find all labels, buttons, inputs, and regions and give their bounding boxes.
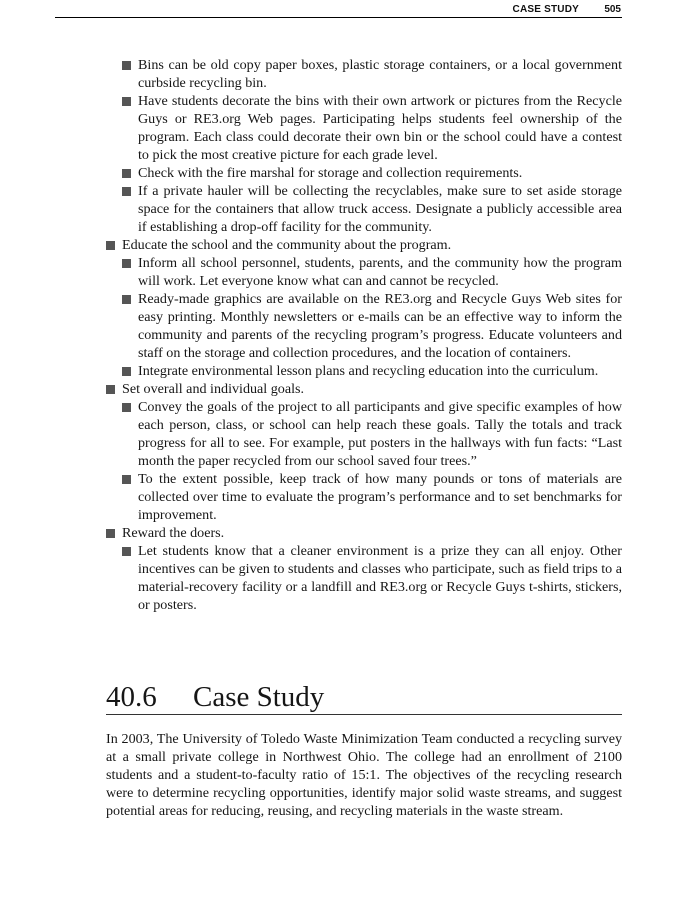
sub-list-item	[122, 362, 622, 380]
list-item-text: Reward the doers.	[122, 525, 225, 541]
square-bullet-icon	[122, 61, 131, 70]
square-bullet-icon	[122, 475, 131, 484]
square-bullet-icon	[122, 547, 131, 556]
sub-list-item	[122, 290, 622, 362]
page-number: 505	[604, 4, 621, 15]
square-bullet-icon	[122, 97, 131, 106]
list-item-text: Have students decorate the bins with their own artwork or pictures from the Recycle Guys or RE3.org Web pages. Participating helps students feel ownership of the program. Each class could decorate their own bin or the school could have a contest to pick the most creative picture for each grade level.	[138, 93, 622, 163]
list-item-text: Set overall and individual goals.	[122, 381, 305, 397]
list-item-text: Let students know that a cleaner environment is a prize they can all enjoy. Other incentives can be given to students and classes who participate, such as field trips to a material-recovery facility or a landfill and RE3.org or Recycle Guys t-shirts, stickers, or posters.	[138, 543, 622, 613]
sub-list-item	[122, 542, 622, 614]
list-item-text: If a private hauler will be collecting the recyclables, make sure to set aside storage space for the containers that allow truck access. Designate a publicly accessible area if establishing a drop-off facility for the community.	[138, 183, 622, 235]
square-bullet-icon	[122, 403, 131, 412]
list-item-text: Ready-made graphics are available on the RE3.org and Recycle Guys Web sites for easy printing. Monthly newsletters or e-mails can be an effective way to inform the community and parents of the recycling program’s progress. Educate volunteers and staff on the storage and collection procedures, and the location of containers.	[138, 291, 622, 361]
sub-list-item	[122, 164, 622, 182]
list-item-text: Integrate environmental lesson plans and recycling education into the curriculum.	[138, 363, 599, 379]
section-title: Case Study	[193, 681, 325, 713]
bullet-list	[106, 56, 622, 614]
sub-list-item	[122, 56, 622, 92]
list-item	[106, 380, 622, 398]
list-item-text: Inform all school personnel, students, parents, and the community how the program will work. Let everyone know what can and cannot be recycled.	[138, 255, 622, 289]
square-bullet-icon	[122, 187, 131, 196]
square-bullet-icon	[122, 367, 131, 376]
header-label: CASE STUDY	[512, 4, 579, 15]
square-bullet-icon	[122, 169, 131, 178]
sub-list-item	[122, 182, 622, 236]
square-bullet-icon	[106, 241, 115, 250]
section-heading	[106, 680, 622, 715]
list-item-text: Check with the fire marshal for storage and collection requirements.	[138, 165, 523, 181]
sub-list-item	[122, 92, 622, 164]
body-paragraph: In 2003, The University of Toledo Waste Minimization Team conducted a recycling survey at a small private college in Northwest Ohio. The college had an enrollment of 2100 students and a student-to-faculty ratio of 15:1. The objectives of the recycling research were to determine recycling opportunities, identify major solid waste streams, and suggest potential areas for reducing, reusing, and recycling materials in the waste stream.	[106, 731, 622, 819]
list-item	[106, 236, 622, 254]
square-bullet-icon	[106, 529, 115, 538]
square-bullet-icon	[122, 259, 131, 268]
section-number: 40.6	[106, 681, 157, 713]
list-item-text: Convey the goals of the project to all participants and give specific examples of how each person, class, or school can help reach these goals. Tally the totals and track progress for all to see. For example, put posters in the hallways with fun facts: “Last month the paper recycled from our school saved four trees.”	[138, 399, 622, 469]
sub-list-item	[122, 254, 622, 290]
square-bullet-icon	[106, 385, 115, 394]
running-header	[55, 5, 622, 18]
list-item-text: To the extent possible, keep track of how many pounds or tons of materials are collected over time to evaluate the program’s performance and to set benchmarks for improvement.	[138, 471, 622, 523]
list-item	[106, 524, 622, 542]
sub-list-item	[122, 398, 622, 470]
list-item-text: Educate the school and the community about the program.	[122, 237, 452, 253]
sub-list-item	[122, 470, 622, 524]
list-item-text: Bins can be old copy paper boxes, plastic storage containers, or a local government curbside recycling bin.	[138, 57, 622, 91]
square-bullet-icon	[122, 295, 131, 304]
